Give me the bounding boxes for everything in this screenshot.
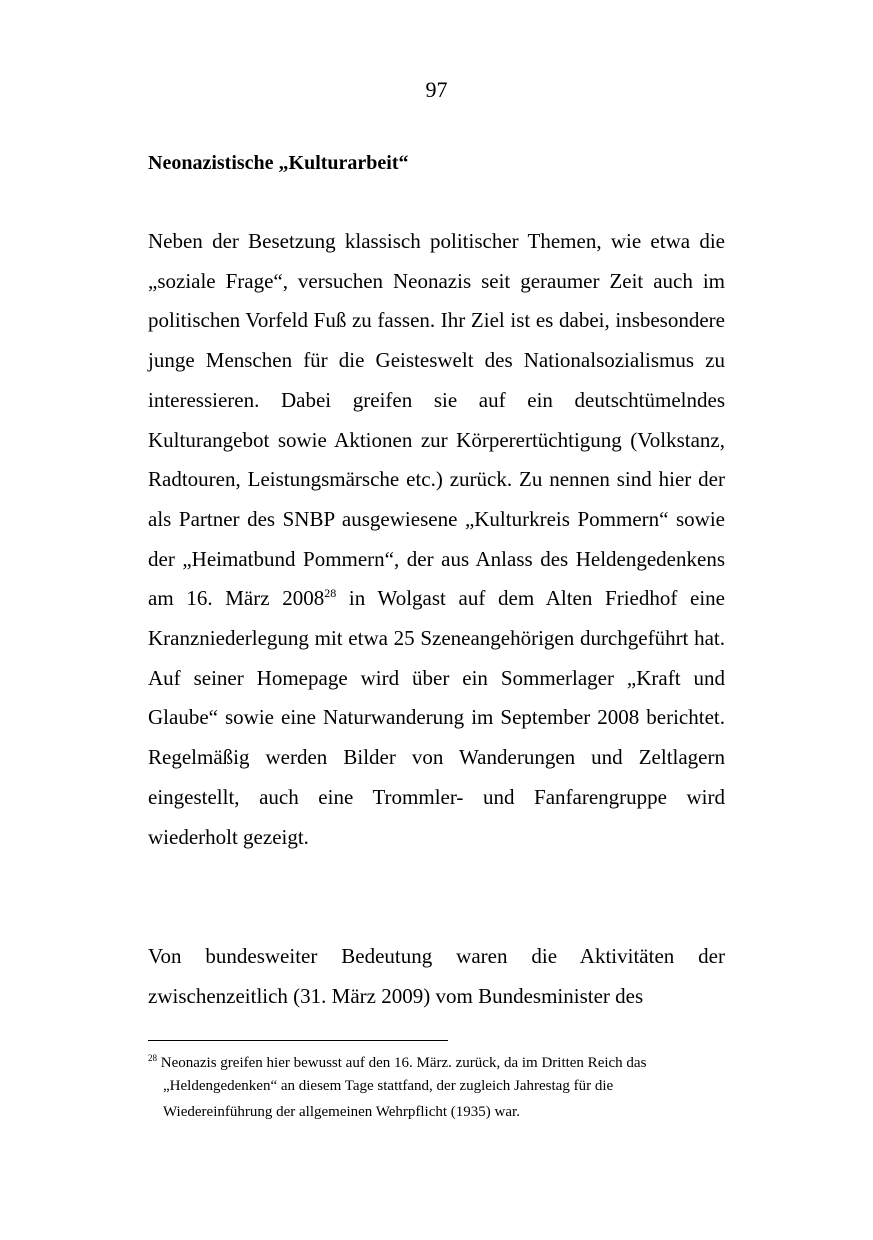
paragraph-text: in Wolgast auf dem Alten Friedhof eine Kranzniederlegung mit etwa 25 Szeneangehörigen durchgeführt hat. Auf seiner Homepage wird über ein Sommerlager „Kraft und Glaube“ sowie eine Naturwanderung im September 2008 berichtet. Regelmäßig werden Bilder von Wanderungen und Zeltlagern eingestellt, auch eine Trommler- und Fanfarengruppe wird wiederholt gezeigt. — [148, 586, 725, 849]
footnote-28 — [148, 1052, 725, 1124]
footnote-reference[interactable]: 28 — [324, 586, 337, 601]
footnote-mark: 28 — [148, 1053, 157, 1063]
paragraph-text: Neben der Besetzung klassisch politischer Themen, wie etwa die „soziale Frage“, versuchen Neonazis seit geraumer Zeit auch im politischen Vorfeld Fuß zu fassen. Ihr Ziel ist es dabei, insbesondere junge Menschen für die Geisteswelt des Nationalsozialismus zu interessieren. Dabei greifen sie auf ein deutschtümelndes Kulturangebot sowie Aktionen zur Körperertüchtigung (Volkstanz, Radtouren, Leistungsmärsche etc.) zurück. Zu nennen sind hier der als Partner des SNBP ausgewiesene „Kulturkreis Pommern“ sowie der „Heimatbund Pommern“, der aus Anlass des Heldengedenkens am 16. März 2008 — [148, 229, 725, 611]
footnote-line — [148, 1052, 725, 1075]
body-paragraph-1 — [148, 222, 725, 857]
footnote-line: „Heldengedenken“ an diesem Tage stattfand, der zugleich Jahrestag für die — [163, 1078, 614, 1094]
body-paragraph-2: Von bundesweiter Bedeutung waren die Aktivitäten der zwischenzeitlich (31. März 2009) vom Bundesminister des — [148, 944, 725, 1008]
page-number: 97 — [425, 77, 448, 102]
footnote-text: Neonazis greifen hier bewusst auf den 16. März. zurück, da im Dritten Reich das — [160, 1055, 647, 1071]
footnote-separator — [148, 1040, 448, 1041]
section-heading: Neonazistische „Kulturarbeit“ — [148, 152, 409, 174]
footnote-line: Wiedereinführung der allgemeinen Wehrpflicht (1935) war. — [163, 1104, 520, 1120]
